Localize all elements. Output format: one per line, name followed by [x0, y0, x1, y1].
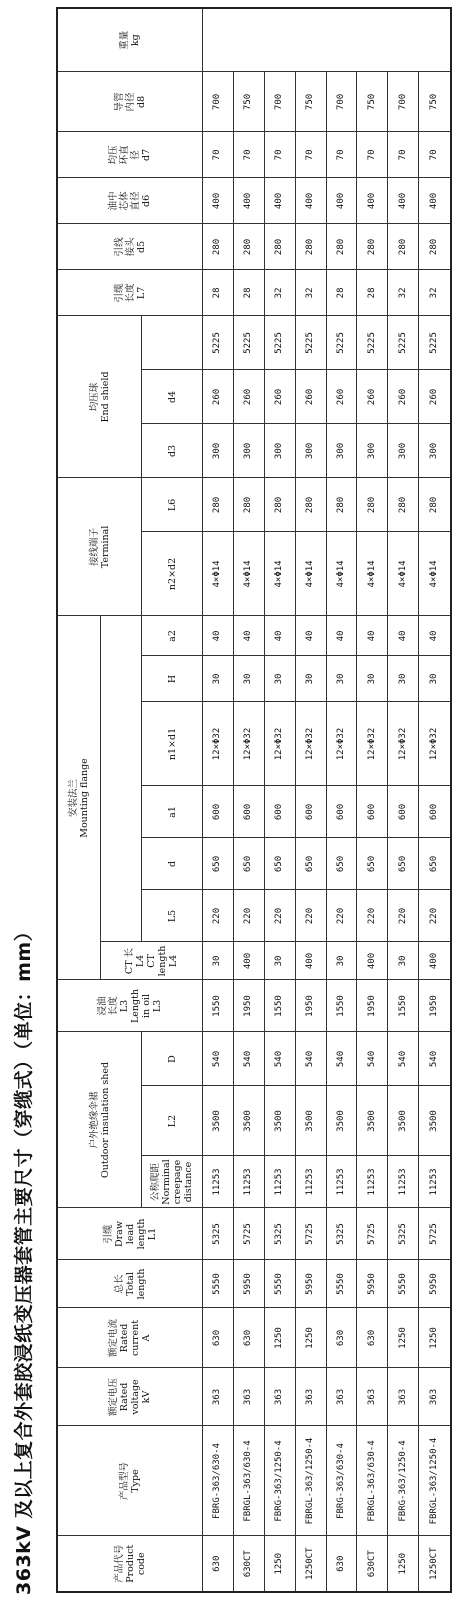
- cell-l6: 280: [326, 478, 357, 532]
- header-l5: L5: [142, 890, 203, 942]
- cell-creepage: 11253: [357, 1156, 388, 1208]
- cell-l2: 3500: [264, 1086, 295, 1156]
- header-terminal: 接线端子 Terminal: [57, 478, 142, 616]
- header-d3: d3: [142, 424, 203, 478]
- cell-l3: 1550: [264, 980, 295, 1032]
- dimension-table: [56, 7, 452, 1593]
- cell-l7: 5225: [419, 316, 451, 370]
- cell-D: 540: [357, 1032, 388, 1086]
- cell-d4: 260: [357, 370, 388, 424]
- cell-type: FBRG-363/1250-4: [264, 1426, 295, 1536]
- cell-current: 630: [233, 1308, 264, 1368]
- cell-a1: 600: [419, 786, 451, 838]
- cell-a1: 600: [326, 786, 357, 838]
- cell-l5: 220: [419, 890, 451, 942]
- cell-a2: 40: [203, 616, 234, 656]
- header-core-diameter-d6: 油中 芯体 直径 d6: [57, 178, 203, 224]
- cell-d6: 280: [326, 224, 357, 270]
- header-d4: d4: [142, 370, 203, 424]
- cell-d3: 300: [326, 424, 357, 478]
- cell-l5: 220: [295, 890, 326, 942]
- cell-D: 540: [295, 1032, 326, 1086]
- cell-d7: 400: [203, 178, 234, 224]
- cell-H: 30: [264, 656, 295, 702]
- table-row: [357, 8, 388, 1592]
- cell-d6: 280: [203, 224, 234, 270]
- cell-n1d1: 12×Φ32: [419, 702, 451, 786]
- cell-a2: 40: [233, 616, 264, 656]
- cell-d5: 32: [419, 270, 451, 316]
- cell-l7: 5225: [388, 316, 419, 370]
- cell-voltage: 363: [357, 1368, 388, 1426]
- cell-l5: 220: [203, 890, 234, 942]
- cell-d5: 28: [326, 270, 357, 316]
- cell-l2: 3500: [419, 1086, 451, 1156]
- cell-ct: 400: [419, 942, 451, 980]
- cell-current: 1250: [264, 1308, 295, 1368]
- cell-l2: 3500: [233, 1086, 264, 1156]
- cell-d4: 260: [264, 370, 295, 424]
- cell-d4: 260: [326, 370, 357, 424]
- cell-H: 30: [233, 656, 264, 702]
- cell-code: 1250: [388, 1536, 419, 1592]
- cell-creepage: 11253: [233, 1156, 264, 1208]
- cell-l6: 280: [233, 478, 264, 532]
- header-length-in-oil: 浸油 长度 L3 Length in oil L3: [57, 980, 203, 1032]
- cell-l3: 1950: [357, 980, 388, 1032]
- cell-d6: 280: [388, 224, 419, 270]
- cell-l7: 5225: [326, 316, 357, 370]
- cell-d6: 280: [419, 224, 451, 270]
- cell-type: FBRGL-363/1250-4: [419, 1426, 451, 1536]
- cell-d3: 300: [357, 424, 388, 478]
- header-a2: a2: [142, 616, 203, 656]
- cell-l2: 3500: [357, 1086, 388, 1156]
- cell-d8: 70: [388, 132, 419, 178]
- cell-d5: 28: [233, 270, 264, 316]
- cell-n2d2: 4×Φ14: [233, 532, 264, 616]
- cell-ct: 30: [264, 942, 295, 980]
- cell-code: 630: [326, 1536, 357, 1592]
- cell-total: 5550: [264, 1260, 295, 1308]
- cell-d5: 32: [264, 270, 295, 316]
- cell-d: 650: [388, 838, 419, 890]
- cell-d6: 280: [233, 224, 264, 270]
- cell-d8: 70: [295, 132, 326, 178]
- header-creepage-distance: 公称爬距 Norminal creepage distance: [142, 1156, 203, 1208]
- cell-n2d2: 4×Φ14: [326, 532, 357, 616]
- cell-type: FBRG-363/1250-4: [388, 1426, 419, 1536]
- header-rated-voltage: 额定电压 Rated voltage kV: [57, 1368, 203, 1426]
- cell-l1: 5725: [419, 1208, 451, 1260]
- cell-weight: 700: [203, 72, 234, 132]
- cell-l1: 5725: [357, 1208, 388, 1260]
- table-row: [203, 8, 234, 1592]
- cell-current: 630: [326, 1308, 357, 1368]
- cell-current: 630: [357, 1308, 388, 1368]
- cell-n1d1: 12×Φ32: [264, 702, 295, 786]
- cell-n1d1: 12×Φ32: [295, 702, 326, 786]
- cell-type: FBRGL-363/630-4: [357, 1426, 388, 1536]
- cell-creepage: 11253: [295, 1156, 326, 1208]
- header-lead-length-l7: 引缆 长度 L7: [57, 270, 203, 316]
- cell-weight: 700: [326, 72, 357, 132]
- cell-d: 650: [295, 838, 326, 890]
- cell-l5: 220: [264, 890, 295, 942]
- cell-l1: 5725: [295, 1208, 326, 1260]
- cell-creepage: 11253: [264, 1156, 295, 1208]
- cell-a2: 40: [357, 616, 388, 656]
- header-lead-joint-d5: 引线 接头 d5: [57, 224, 203, 270]
- cell-a1: 600: [233, 786, 264, 838]
- table-row: [419, 8, 451, 1592]
- cell-d7: 400: [357, 178, 388, 224]
- header-draw-lead-length: 引缆 Draw lead length L1: [57, 1208, 203, 1260]
- cell-l1: 5725: [233, 1208, 264, 1260]
- cell-d3: 300: [419, 424, 451, 478]
- cell-l2: 3500: [326, 1086, 357, 1156]
- cell-type: FBRGL-363/1250-4: [295, 1426, 326, 1536]
- cell-total: 5950: [295, 1260, 326, 1308]
- cell-a2: 40: [295, 616, 326, 656]
- cell-n2d2: 4×Φ14: [295, 532, 326, 616]
- table-row: [233, 8, 264, 1592]
- header-a1: a1: [142, 786, 203, 838]
- cell-d4: 260: [295, 370, 326, 424]
- cell-l3: 1550: [326, 980, 357, 1032]
- cell-creepage: 11253: [419, 1156, 451, 1208]
- cell-code: 1250CT: [295, 1536, 326, 1592]
- cell-l7: 5225: [357, 316, 388, 370]
- cell-l2: 3500: [203, 1086, 234, 1156]
- header-n2d2: n2×d2: [142, 532, 203, 616]
- cell-ct: 400: [295, 942, 326, 980]
- cell-d: 650: [264, 838, 295, 890]
- header-tube-inner-d8: 导管 内径 d8: [57, 72, 203, 132]
- cell-d: 650: [203, 838, 234, 890]
- cell-l6: 280: [203, 478, 234, 532]
- cell-d: 650: [233, 838, 264, 890]
- cell-code: 1250CT: [419, 1536, 451, 1592]
- cell-code: 630: [203, 1536, 234, 1592]
- cell-creepage: 11253: [326, 1156, 357, 1208]
- cell-d8: 70: [264, 132, 295, 178]
- table-body: [203, 8, 452, 1592]
- cell-l1: 5325: [264, 1208, 295, 1260]
- cell-d5: 32: [295, 270, 326, 316]
- cell-l3: 1550: [388, 980, 419, 1032]
- cell-a1: 600: [203, 786, 234, 838]
- header-rated-current: 额定电流 Rated current A: [57, 1308, 203, 1368]
- cell-current: 1250: [419, 1308, 451, 1368]
- cell-l1: 5325: [203, 1208, 234, 1260]
- cell-H: 30: [419, 656, 451, 702]
- cell-current: 630: [203, 1308, 234, 1368]
- cell-a1: 600: [295, 786, 326, 838]
- cell-l7: 5225: [264, 316, 295, 370]
- cell-a2: 40: [388, 616, 419, 656]
- cell-d3: 300: [388, 424, 419, 478]
- header-ct-length: CT 长 L4 CT length L4: [101, 942, 203, 980]
- cell-code: 630CT: [233, 1536, 264, 1592]
- cell-voltage: 363: [264, 1368, 295, 1426]
- cell-total: 5950: [357, 1260, 388, 1308]
- cell-d: 650: [419, 838, 451, 890]
- header-product-code: 产品代号 Product code: [57, 1536, 203, 1592]
- cell-d5: 28: [203, 270, 234, 316]
- cell-d8: 70: [203, 132, 234, 178]
- cell-l3: 1550: [203, 980, 234, 1032]
- cell-D: 540: [233, 1032, 264, 1086]
- cell-D: 540: [326, 1032, 357, 1086]
- cell-type: FBRG-363/630-4: [326, 1426, 357, 1536]
- cell-d5: 32: [388, 270, 419, 316]
- cell-l5: 220: [326, 890, 357, 942]
- header-weight: 重量 kg: [57, 8, 203, 72]
- table-row: [388, 8, 419, 1592]
- header-H: H: [142, 656, 203, 702]
- header-l6: L6: [142, 478, 203, 532]
- page-title: 363kV 及以上复合外套胶浸纸变压器套管主要尺寸（穿缆式）（单位：mm）: [13, 921, 35, 1595]
- cell-d3: 300: [233, 424, 264, 478]
- cell-D: 540: [388, 1032, 419, 1086]
- cell-voltage: 363: [326, 1368, 357, 1426]
- cell-current: 1250: [388, 1308, 419, 1368]
- cell-d3: 300: [203, 424, 234, 478]
- cell-l3: 1950: [419, 980, 451, 1032]
- cell-l2: 3500: [388, 1086, 419, 1156]
- cell-a1: 600: [264, 786, 295, 838]
- cell-d8: 70: [326, 132, 357, 178]
- header-type: 产品型号 Type: [57, 1426, 203, 1536]
- header-grading-ring-d7: 均压 环直 径 d7: [57, 132, 203, 178]
- cell-d6: 280: [357, 224, 388, 270]
- cell-ct: 400: [233, 942, 264, 980]
- cell-code: 630CT: [357, 1536, 388, 1592]
- cell-d6: 280: [264, 224, 295, 270]
- cell-type: FBRGL-363/630-4: [233, 1426, 264, 1536]
- header-l2: L2: [142, 1086, 203, 1156]
- cell-D: 540: [264, 1032, 295, 1086]
- cell-d: 650: [357, 838, 388, 890]
- cell-voltage: 363: [203, 1368, 234, 1426]
- header-end-shield: 均压球 End shield: [57, 316, 142, 478]
- cell-a1: 600: [388, 786, 419, 838]
- cell-a2: 40: [264, 616, 295, 656]
- cell-d6: 280: [295, 224, 326, 270]
- cell-d3: 300: [264, 424, 295, 478]
- header-flange-spacer: [101, 616, 142, 942]
- cell-H: 30: [326, 656, 357, 702]
- cell-d3: 300: [295, 424, 326, 478]
- dimension-table-container: [56, 7, 452, 1593]
- cell-l5: 220: [233, 890, 264, 942]
- table-row: [264, 8, 295, 1592]
- header-n1d1: n1×d1: [142, 702, 203, 786]
- cell-d8: 70: [233, 132, 264, 178]
- cell-d7: 400: [388, 178, 419, 224]
- cell-type: FBRG-363/630-4: [203, 1426, 234, 1536]
- cell-n2d2: 4×Φ14: [264, 532, 295, 616]
- cell-H: 30: [388, 656, 419, 702]
- cell-ct: 400: [357, 942, 388, 980]
- cell-l5: 220: [357, 890, 388, 942]
- cell-voltage: 363: [419, 1368, 451, 1426]
- cell-H: 30: [357, 656, 388, 702]
- table-row: [326, 8, 357, 1592]
- cell-creepage: 11253: [203, 1156, 234, 1208]
- cell-weight: 750: [295, 72, 326, 132]
- cell-a2: 40: [419, 616, 451, 656]
- cell-a2: 40: [326, 616, 357, 656]
- cell-d7: 400: [326, 178, 357, 224]
- cell-H: 30: [295, 656, 326, 702]
- cell-total: 5550: [388, 1260, 419, 1308]
- cell-d7: 400: [295, 178, 326, 224]
- cell-l7: 5225: [203, 316, 234, 370]
- cell-ct: 30: [203, 942, 234, 980]
- header-mounting-flange: 安装法兰 Mounting flange: [57, 616, 101, 980]
- cell-H: 30: [203, 656, 234, 702]
- cell-n2d2: 4×Φ14: [419, 532, 451, 616]
- cell-d7: 400: [264, 178, 295, 224]
- cell-weight: 750: [233, 72, 264, 132]
- cell-d4: 260: [203, 370, 234, 424]
- cell-n2d2: 4×Φ14: [203, 532, 234, 616]
- cell-weight: 700: [264, 72, 295, 132]
- cell-d4: 260: [388, 370, 419, 424]
- cell-voltage: 363: [295, 1368, 326, 1426]
- cell-l2: 3500: [295, 1086, 326, 1156]
- cell-total: 5950: [233, 1260, 264, 1308]
- cell-n1d1: 12×Φ32: [388, 702, 419, 786]
- cell-n1d1: 12×Φ32: [233, 702, 264, 786]
- cell-l6: 280: [357, 478, 388, 532]
- cell-current: 1250: [295, 1308, 326, 1368]
- cell-l7: 5225: [295, 316, 326, 370]
- cell-voltage: 363: [388, 1368, 419, 1426]
- cell-D: 540: [203, 1032, 234, 1086]
- cell-d5: 28: [357, 270, 388, 316]
- cell-d8: 70: [357, 132, 388, 178]
- cell-l1: 5325: [326, 1208, 357, 1260]
- cell-ct: 30: [326, 942, 357, 980]
- cell-l1: 5325: [388, 1208, 419, 1260]
- cell-ct: 30: [388, 942, 419, 980]
- cell-n2d2: 4×Φ14: [357, 532, 388, 616]
- header-D: D: [142, 1032, 203, 1086]
- cell-d8: 70: [419, 132, 451, 178]
- header-total-length: 总长 Total length: [57, 1260, 203, 1308]
- cell-total: 5550: [203, 1260, 234, 1308]
- cell-n1d1: 12×Φ32: [203, 702, 234, 786]
- cell-weight: 750: [357, 72, 388, 132]
- cell-l7: 5225: [233, 316, 264, 370]
- cell-l3: 1950: [295, 980, 326, 1032]
- cell-d4: 260: [419, 370, 451, 424]
- cell-total: 5550: [326, 1260, 357, 1308]
- header-outdoor-insulation-shed: 户外绝缘伞裙 Outdoor insulation shed: [57, 1032, 142, 1208]
- cell-d7: 400: [233, 178, 264, 224]
- cell-d: 650: [326, 838, 357, 890]
- cell-l6: 280: [264, 478, 295, 532]
- cell-d4: 260: [233, 370, 264, 424]
- cell-voltage: 363: [233, 1368, 264, 1426]
- cell-l6: 280: [419, 478, 451, 532]
- cell-l6: 280: [295, 478, 326, 532]
- cell-l5: 220: [388, 890, 419, 942]
- cell-l6: 280: [388, 478, 419, 532]
- cell-code: 1250: [264, 1536, 295, 1592]
- cell-weight: 700: [388, 72, 419, 132]
- cell-D: 540: [419, 1032, 451, 1086]
- cell-n1d1: 12×Φ32: [326, 702, 357, 786]
- cell-d7: 400: [419, 178, 451, 224]
- cell-weight: 750: [419, 72, 451, 132]
- cell-n2d2: 4×Φ14: [388, 532, 419, 616]
- header-d: d: [142, 838, 203, 890]
- cell-a1: 600: [357, 786, 388, 838]
- cell-n1d1: 12×Φ32: [357, 702, 388, 786]
- table-row: [295, 8, 326, 1592]
- cell-l3: 1950: [233, 980, 264, 1032]
- cell-total: 5950: [419, 1260, 451, 1308]
- cell-creepage: 11253: [388, 1156, 419, 1208]
